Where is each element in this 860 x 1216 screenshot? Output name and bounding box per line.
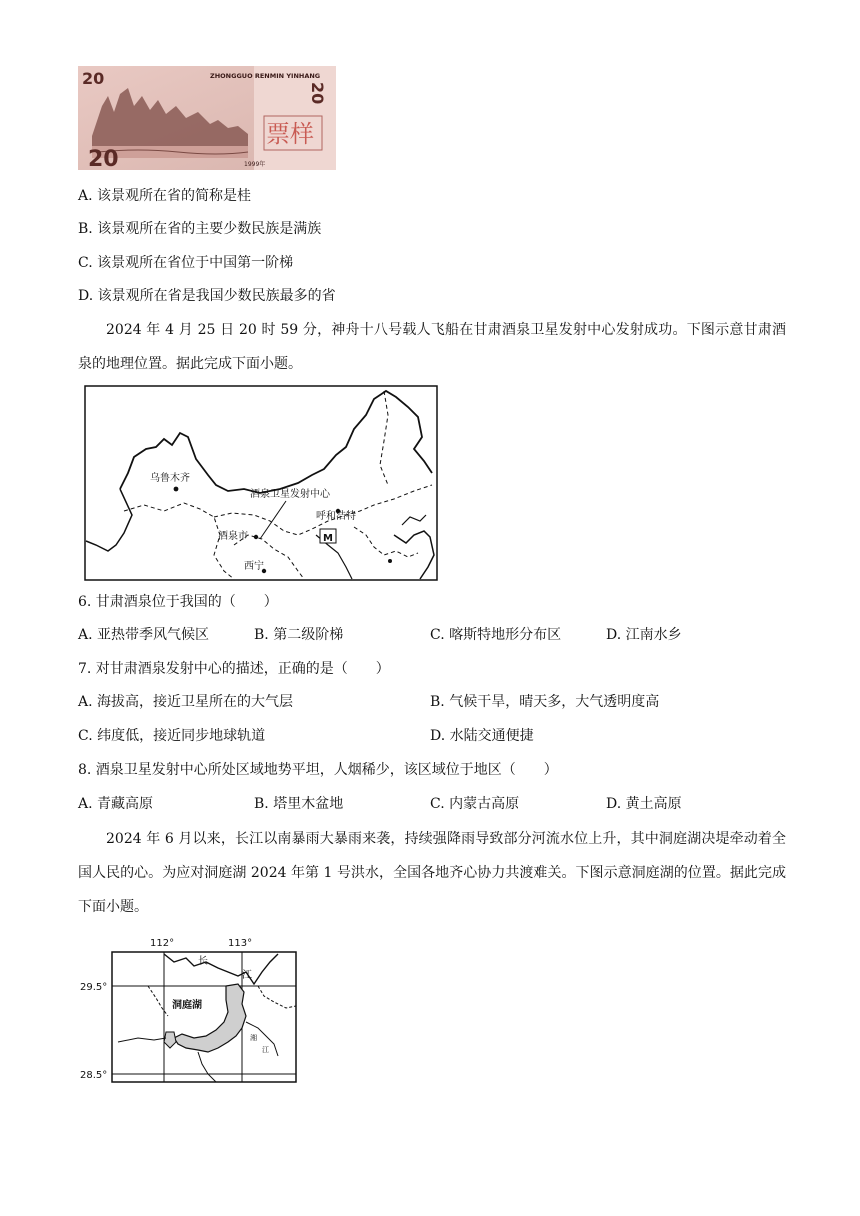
q7-option-d: D. 水陆交通便捷 xyxy=(430,728,534,744)
q7-option-a: A. 海拔高，接近卫星所在的大气层 xyxy=(78,694,294,710)
banknote-bank-pinyin: ZHONGGUO RENMIN YINHANG xyxy=(210,72,321,80)
banknote-denomination-side: 20 xyxy=(308,82,327,105)
q7-option-c: C. 纬度低，接近同步地球轨道 xyxy=(78,728,266,744)
q8-option-a: A. 青藏高原 xyxy=(78,796,154,812)
q6-stem: 6. 甘肃酒泉位于我国的（ ） xyxy=(78,594,278,610)
q5-option-d: D. 该景观所在省是我国少数民族最多的省 xyxy=(78,288,336,304)
map-lat-28-5: 28.5° xyxy=(80,1070,108,1081)
q7-option-b: B. 气候干旱，晴天多，大气透明度高 xyxy=(430,694,660,710)
q7-stem: 7. 对甘肃酒泉发射中心的描述，正确的是（ ） xyxy=(78,661,390,677)
map-lon-113: 113° xyxy=(228,938,253,949)
q6-option-c: C. 喀斯特地形分布区 xyxy=(430,627,562,643)
q8-option-b: B. 塔里木盆地 xyxy=(254,796,344,812)
q6-option-d: D. 江南水乡 xyxy=(606,627,682,643)
map-label-xining: 西宁 xyxy=(244,561,264,572)
map-label-hohhot: 呼和浩特 xyxy=(316,511,356,522)
map-label-xiang: 湘 xyxy=(250,1034,257,1042)
banknote-denomination-bottom: 20 xyxy=(88,147,119,170)
map-label-jiang: 江 xyxy=(242,970,252,981)
banknote-sample-text: 票样 xyxy=(266,120,314,148)
dongting-lake-map xyxy=(78,932,300,1092)
map-label-m: M xyxy=(323,533,333,544)
jiuquan-location-map xyxy=(84,385,438,581)
q8-option-c: C. 内蒙古高原 xyxy=(430,796,520,812)
map-label-dongting-lake: 洞庭湖 xyxy=(172,1000,202,1011)
map-label-urumqi: 乌鲁木齐 xyxy=(150,473,190,484)
q6-option-a: A. 亚热带季风气候区 xyxy=(78,627,210,643)
banknote-image xyxy=(78,66,336,170)
intro-paragraph-jiuquan: 2024 年 4 月 25 日 20 时 59 分，神舟十八号载人飞船在甘肃酒泉卫星发射中心发射成功。下图示意甘肃酒泉的地理位置。据此完成下面小题。 xyxy=(78,322,786,372)
map-label-jiuquan: 酒泉市 xyxy=(218,531,248,542)
map-lon-112: 112° xyxy=(150,938,175,949)
banknote-year: 1999年 xyxy=(244,161,266,168)
map-lat-29-5: 29.5° xyxy=(80,982,108,993)
banknote-denomination-top: 20 xyxy=(82,69,105,88)
q5-option-a: A. 该景观所在省的简称是桂 xyxy=(78,188,252,204)
q8-option-d: D. 黄土高原 xyxy=(606,796,682,812)
q5-option-b: B. 该景观所在省的主要少数民族是满族 xyxy=(78,221,322,237)
q5-option-c: C. 该景观所在省位于中国第一阶梯 xyxy=(78,255,294,271)
intro-paragraph-dongting: 2024 年 6 月以来，长江以南暴雨大暴雨来袭，持续强降雨导致部分河流水位上升，其中洞庭湖决堤牵动着全国人民的心。为应对洞庭湖 2024 年第 1 号洪水，全国各地齐心协力共渡难关。下图示意洞庭湖的位置。据此完成下面小题。 xyxy=(78,831,786,915)
map-label-launch-center: 酒泉卫星发射中心 xyxy=(250,489,330,500)
map-label-chang: 长 xyxy=(198,956,208,967)
map-label-jiang2: 江 xyxy=(262,1046,269,1054)
q8-stem: 8. 酒泉卫星发射中心所处区域地势平坦，人烟稀少，该区域位于地区（ ） xyxy=(78,762,558,778)
q6-option-b: B. 第二级阶梯 xyxy=(254,627,344,643)
